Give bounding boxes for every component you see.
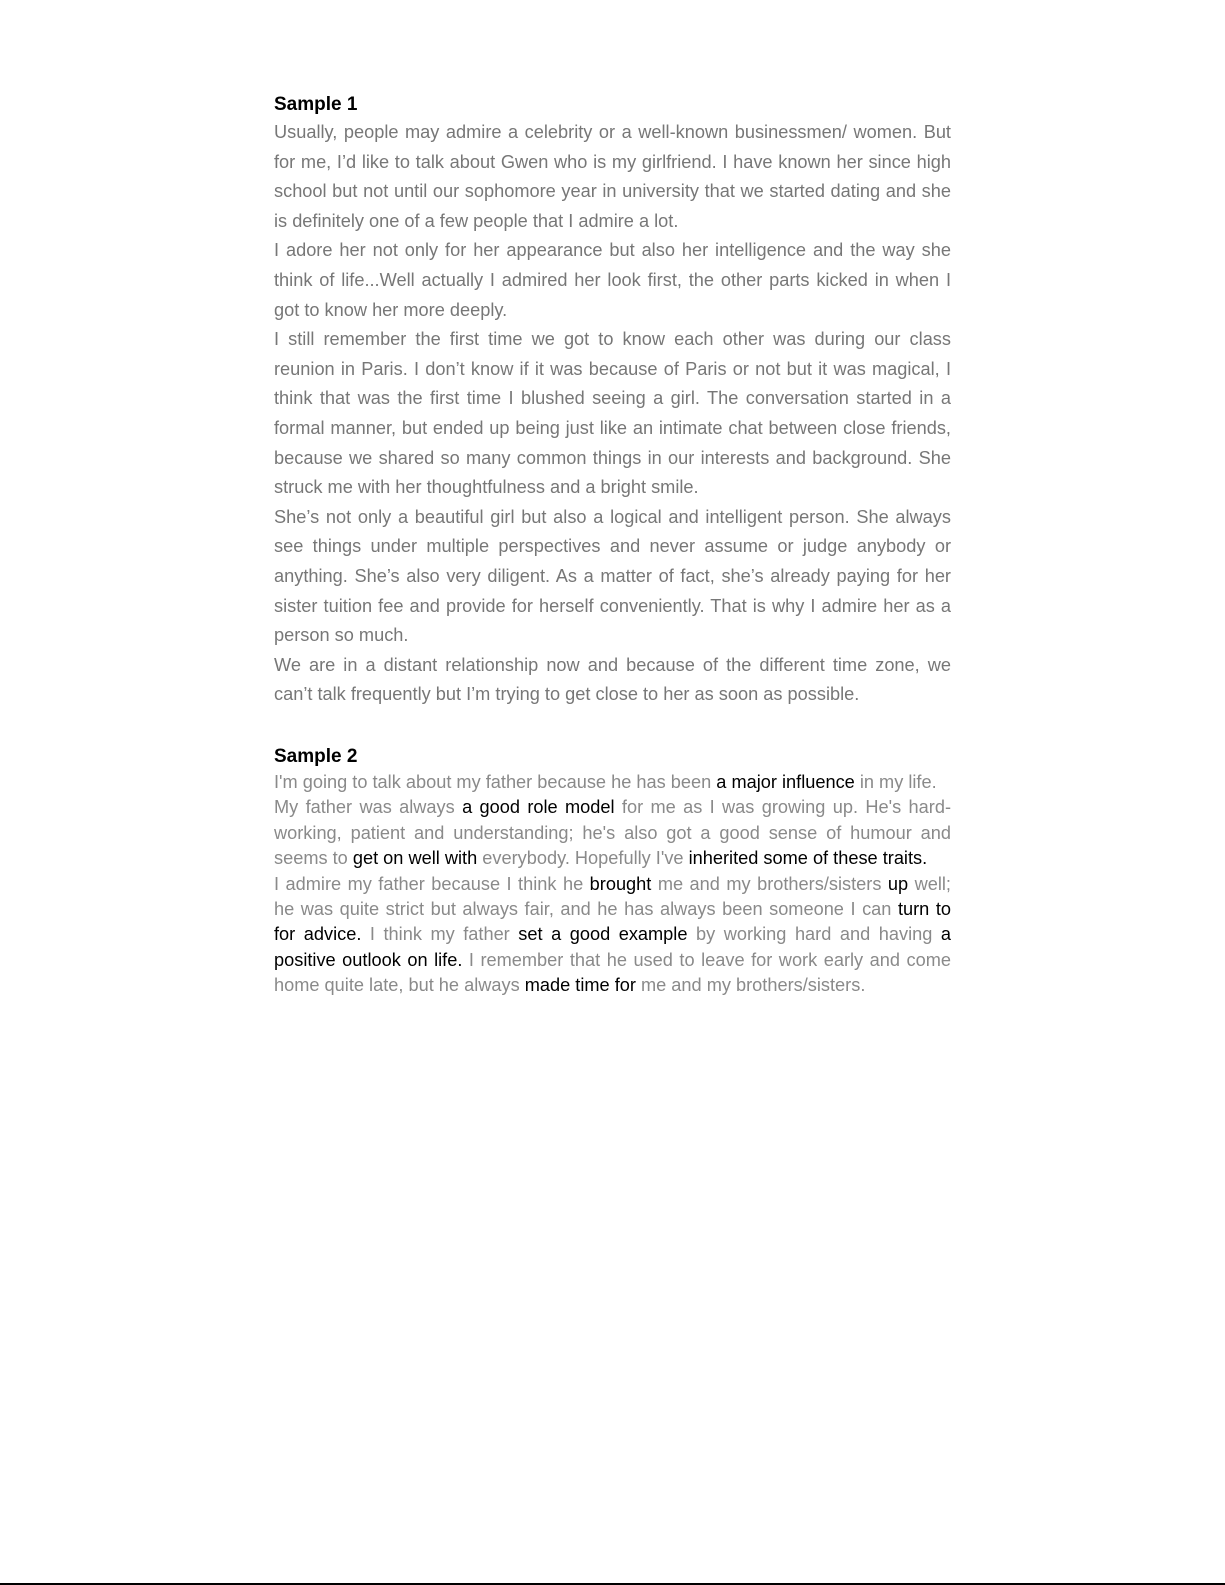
body-text: for me as I was growing up. He's hard-working, patient and understanding; he's also got a good sense of humour and seems to [274, 797, 952, 869]
sample-1-paragraph: I still remember the first time we got to know each other was during our class reunion in Paris. I don’t know if it was because of Paris or not but it was magical, I think that was the first time I blushed seeing a girl. The conversation started in a formal manner, but ended up being just like an intimate chat between close friends, because we shared so many common things in our interests and background. She struck me with her thoughtfulness and a bright smile. [274, 329, 951, 498]
highlighted-phrase: a positive outlook on life. [274, 924, 952, 970]
body-text: me and my brothers/sisters. [635, 975, 866, 996]
sample-2-paragraph [274, 795, 951, 871]
body-text: I remember that he used to leave for work early and come home quite late, but he always [274, 949, 951, 996]
sample-1-paragraph: She’s not only a beautiful girl but also a logical and intelligent person. She always see things under multiple perspectives and never assume or judge anybody or anything. She’s also very diligent. As a matter of fact, she’s already paying for her sister tuition fee and provide for herself conveniently. That is why I admire her as a person so much. [274, 506, 951, 646]
body-text: I admire my father because I think he [274, 873, 590, 894]
body-text: in my life. [854, 771, 937, 792]
highlighted-phrase: made time for [524, 975, 636, 996]
highlighted-phrase: inherited some of these traits. [688, 848, 928, 869]
sample-1-section [274, 92, 951, 710]
sample-2-heading: Sample 2 [274, 745, 358, 767]
highlighted-phrase: a major influence [716, 771, 855, 792]
sample-1-paragraph: Usually, people may admire a celebrity or a well-known businessmen/ women. But for me, I’d like to talk about Gwen who is my girlfriend. I have known her since high school but not until our sophomore year in university that we started dating and she is definitely one of a few people that I admire a lot. [274, 122, 951, 231]
document-body [274, 92, 951, 999]
sample-1-paragraph: We are in a distant relationship now and because of the different time zone, we can’t talk frequently but I’m trying to get close to her as soon as possible. [274, 654, 951, 705]
sample-2-section [274, 744, 951, 999]
highlighted-phrase: set a good example [518, 924, 688, 945]
body-text: I think my father [361, 924, 519, 945]
body-text: I'm going to talk about my father because he has been [274, 771, 717, 792]
sample-1-paragraph: I adore her not only for her appearance but also her intelligence and the way she think of life...Well actually I admired her look first, the other parts kicked in when I got to know her more deeply. [274, 240, 951, 320]
highlighted-phrase: brought [589, 873, 652, 894]
sample-2-paragraph [274, 770, 951, 795]
highlighted-phrase: get on well with [352, 848, 478, 869]
body-text: me and my brothers/sisters [651, 873, 888, 894]
sample-1-heading: Sample 1 [274, 94, 358, 115]
sample-2-paragraph [274, 872, 951, 999]
highlighted-phrase: up [887, 873, 909, 894]
body-text: My father was always [274, 797, 463, 818]
body-text: well; he was quite strict but always fair, and he has always been someone I can [274, 873, 951, 919]
highlighted-phrase: a good role model [462, 797, 615, 818]
body-text: by working hard and having [687, 924, 941, 945]
highlighted-phrase: turn to for advice. [274, 898, 951, 945]
body-text: everybody. Hopefully I've [477, 848, 689, 869]
